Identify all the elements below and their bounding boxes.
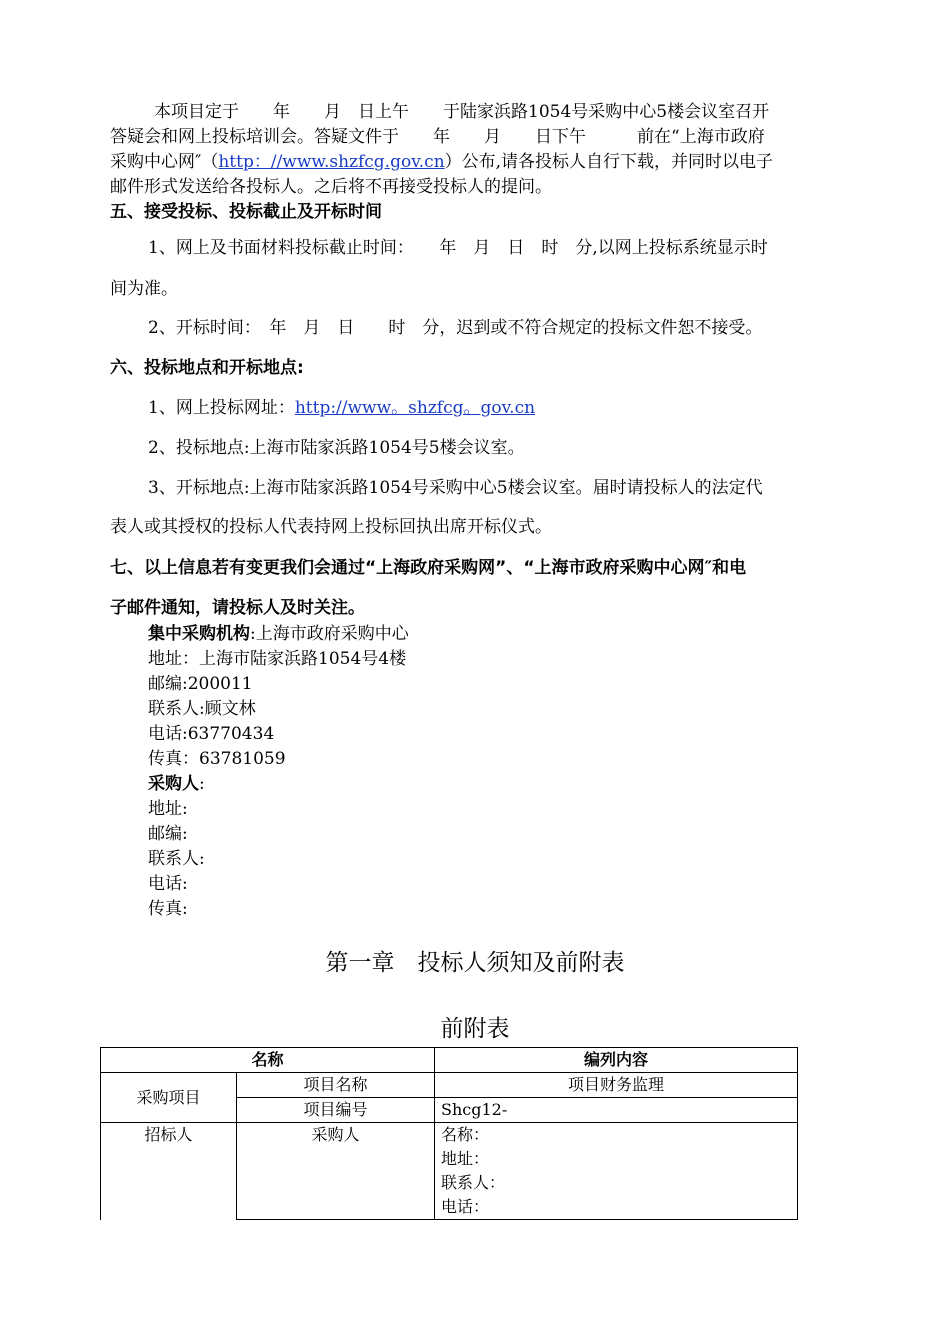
purchaser-colon: :: [199, 774, 205, 794]
purchaser-contact: 联系人:: [148, 849, 205, 869]
agency-name-line: [148, 622, 878, 647]
cell-purchaser-label: 采购人: [237, 1123, 435, 1220]
purchaser-detail-phone: 电话：: [441, 1197, 490, 1216]
intro-line-3-suffix: ）公布,请各投标人自行下载，并同时以电子: [444, 152, 774, 172]
intro-line-3-prefix: 采购中心网″（: [110, 152, 219, 172]
agency-phone: 电话:63770434: [148, 724, 275, 744]
agency-address: 地址：上海市陆家浜路1054号4楼: [148, 649, 407, 669]
intro-paragraph: [110, 100, 840, 200]
agency-contact: 联系人:顾文林: [148, 699, 256, 719]
agency-block: [148, 622, 878, 922]
intro-website-link[interactable]: http：//www.shzfcg.gov.cn: [218, 152, 445, 172]
purchaser-phone: 电话:: [148, 874, 188, 894]
purchaser-line: [148, 772, 878, 797]
row-group-tenderer: 招标人: [101, 1123, 237, 1220]
purchaser-fax: 传真:: [148, 899, 188, 919]
purchaser-detail-address: 地址：: [441, 1149, 490, 1168]
purchaser-label: 采购人: [148, 774, 199, 794]
intro-line-3: [110, 150, 840, 175]
header-name: 名称: [101, 1048, 435, 1073]
section-6-item-1: [148, 396, 878, 421]
agency-label: 集中采购机构: [148, 624, 250, 644]
cell-project-number-label: 项目编号: [237, 1098, 435, 1123]
section-6-item-2: 2、投标地点:上海市陆家浜路1054号5楼会议室。: [148, 438, 525, 458]
purchaser-postcode: 邮编:: [148, 824, 188, 844]
purchaser-detail-name: 名称：: [441, 1125, 490, 1144]
header-content: 编列内容: [435, 1048, 798, 1073]
intro-line-4: 邮件形式发送给各投标人。之后将不再接受投标人的提问。: [110, 177, 552, 197]
agency-postcode: 邮编:200011: [148, 674, 253, 694]
section-6-item-1-label: 1、网上投标网址：: [148, 398, 295, 418]
section-7-line-1: 七、以上信息若有变更我们会通过“上海政府采购网”、“上海市政府采购中心网″和电: [110, 558, 747, 578]
intro-line-2: 答疑会和网上投标培训会。答疑文件于 年 月 日下午 前在“上海市政府: [110, 127, 765, 147]
table-header-row: [101, 1048, 798, 1073]
cell-purchaser-details: [435, 1123, 798, 1220]
table-title: 前附表: [440, 1016, 510, 1042]
purchaser-address: 地址:: [148, 799, 188, 819]
table-row: [101, 1123, 798, 1220]
intro-line-1: 本项目定于 年 月 日上午 于陆家浜路1054号采购中心5楼会议室召开: [154, 102, 770, 122]
section-5-item-2: 2、开标时间： 年 月 日 时 分，迟到或不符合规定的投标文件恕不接受。: [148, 318, 763, 338]
section-6-item-3-line-2: 表人或其授权的投标人代表持网上投标回执出席开标仪式。: [110, 517, 552, 537]
chapter-title: 第一章 投标人须知及前附表: [325, 950, 625, 976]
cell-project-name-value: 项目财务监理: [435, 1073, 798, 1098]
front-attachment-table: [100, 1047, 798, 1220]
cell-project-number-value: Shcg12-: [435, 1098, 798, 1123]
agency-fax: 传真：63781059: [148, 749, 286, 769]
agency-name: :上海市政府采购中心: [250, 624, 409, 644]
section-5-item-1-line-1: 1、网上及书面材料投标截止时间： 年 月 日 时 分,以网上投标系统显示时: [148, 238, 768, 258]
section-6-heading: 六、投标地点和开标地点:: [110, 358, 304, 378]
section-5-item-1-line-2: 间为准。: [110, 279, 178, 299]
purchaser-detail-contact: 联系人：: [441, 1173, 506, 1192]
section-5-heading: 五、接受投标、投标截止及开标时间: [110, 202, 382, 222]
bidding-website-link[interactable]: http://www。shzfcg。gov.cn: [294, 398, 536, 418]
section-6-item-3-line-1: 3、开标地点:上海市陆家浜路1054号采购中心5楼会议室。届时请投标人的法定代: [148, 478, 763, 498]
row-group-procurement-project: 采购项目: [101, 1073, 237, 1123]
cell-project-name-label: 项目名称: [237, 1073, 435, 1098]
section-7-line-2: 子邮件通知，请投标人及时关注。: [110, 598, 365, 618]
table-row: [101, 1073, 798, 1098]
